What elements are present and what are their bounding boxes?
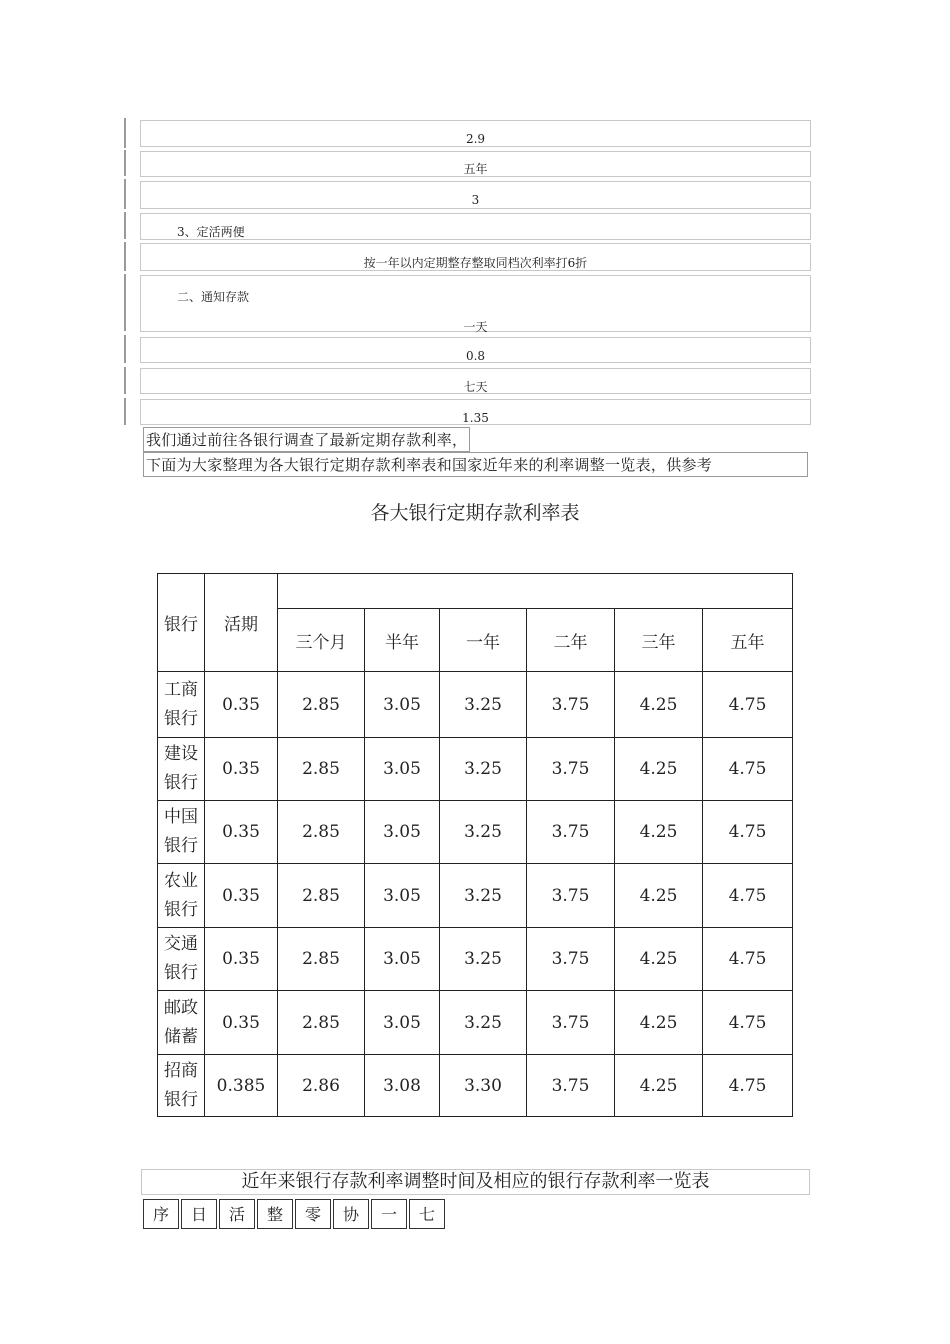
- fixed-rate-cell: 2.85: [278, 672, 365, 738]
- bank-name-cell: [158, 738, 205, 801]
- fixed-rate-cell: 4.25: [615, 738, 703, 801]
- header-current: 活期: [205, 574, 278, 672]
- top-row-value: 2.9: [140, 120, 811, 147]
- header-term: 三个月: [278, 609, 365, 672]
- fixed-rate-cell: 2.85: [278, 991, 365, 1055]
- bank-name-line: 银行: [164, 836, 198, 856]
- top-row-term: 五年: [140, 151, 811, 177]
- header-bank: 银行: [158, 574, 205, 672]
- current-rate-cell: 0.35: [205, 991, 278, 1055]
- fixed-rate-cell: 2.86: [278, 1055, 365, 1117]
- fixed-rate-cell: 4.75: [703, 1055, 793, 1117]
- bank-name-line: 银行: [164, 1089, 198, 1110]
- top-row-term: 七天: [140, 368, 811, 394]
- fixed-rate-cell: 3.05: [365, 801, 440, 864]
- bank-name-cell: [158, 928, 205, 991]
- bank-name-line: 建设: [164, 744, 198, 764]
- section-heading-dinghuo: 3、定活两便: [140, 213, 811, 240]
- fixed-rate-cell: 3.75: [527, 672, 615, 738]
- rates-table-title: 各大银行定期存款利率表: [370, 502, 580, 524]
- bank-name-line: 邮政: [164, 997, 198, 1018]
- table-row: [158, 1055, 793, 1117]
- row-divider: [124, 212, 126, 239]
- fixed-rate-cell: 4.25: [615, 672, 703, 738]
- intro-line-2: 下面为大家整理为各大银行定期存款利率表和国家近年来的利率调整一览表，供参考: [143, 452, 808, 477]
- fixed-rate-cell: 4.25: [615, 801, 703, 864]
- header-term: 五年: [703, 609, 793, 672]
- bank-name-line: 储蓄: [164, 1026, 198, 1047]
- bank-name-cell: [158, 1055, 205, 1117]
- current-rate-cell: 0.35: [205, 672, 278, 738]
- fixed-rate-cell: 3.75: [527, 738, 615, 801]
- table-row: [158, 991, 793, 1055]
- fixed-rate-cell: 3.05: [365, 928, 440, 991]
- bank-name-line: 银行: [164, 708, 198, 729]
- current-rate-cell: 0.35: [205, 801, 278, 864]
- current-rate-cell: 0.35: [205, 928, 278, 991]
- fixed-rate-cell: 2.85: [278, 928, 365, 991]
- header-term: 一年: [440, 609, 527, 672]
- fixed-rate-cell: 2.85: [278, 864, 365, 928]
- fixed-rate-cell: 3.05: [365, 864, 440, 928]
- fixed-rate-cell: 4.75: [703, 738, 793, 801]
- top-row-value: 0.8: [140, 337, 811, 363]
- top-row-value: 3: [140, 181, 811, 209]
- header-term: 二年: [527, 609, 615, 672]
- adjustment-header-cell: 日: [181, 1199, 217, 1229]
- adjustment-table-header: [143, 1199, 447, 1229]
- fixed-rate-cell: 3.75: [527, 801, 615, 864]
- section-heading-notice: 二、通知存款: [177, 290, 250, 304]
- bank-name-line: 银行: [164, 899, 198, 920]
- table-row: [158, 738, 793, 801]
- row-divider: [124, 150, 126, 176]
- row-divider: [124, 118, 126, 148]
- fixed-rate-cell: 2.85: [278, 738, 365, 801]
- intro-line-1: 我们通过前往各银行调查了最新定期存款利率，: [143, 427, 470, 452]
- table-row: [158, 672, 793, 738]
- fixed-rate-cell: 3.08: [365, 1055, 440, 1117]
- fixed-rate-cell: 4.75: [703, 991, 793, 1055]
- row-divider: [124, 398, 126, 425]
- adjustment-header-cell: 零: [295, 1199, 331, 1229]
- fixed-rate-cell: 4.75: [703, 672, 793, 738]
- bank-name-cell: [158, 991, 205, 1055]
- row-divider: [124, 335, 126, 363]
- bank-name-line: 招商: [164, 1060, 198, 1081]
- header-term: 三年: [615, 609, 703, 672]
- fixed-rate-cell: 3.25: [440, 864, 527, 928]
- bank-name-cell: [158, 864, 205, 928]
- bank-name-line: 银行: [164, 773, 198, 793]
- adjustment-header-cell: 序: [143, 1199, 179, 1229]
- fixed-rate-cell: 4.25: [615, 928, 703, 991]
- fixed-rate-cell: 3.05: [365, 672, 440, 738]
- fixed-rate-cell: 3.05: [365, 991, 440, 1055]
- fixed-rate-cell: 2.85: [278, 801, 365, 864]
- bank-name-line: 银行: [164, 963, 198, 983]
- fixed-rate-cell: 3.75: [527, 864, 615, 928]
- fixed-rate-cell: 3.05: [365, 738, 440, 801]
- row-divider: [124, 179, 126, 209]
- fixed-rate-cell: 3.25: [440, 801, 527, 864]
- fixed-rate-cell: 3.75: [527, 928, 615, 991]
- fixed-rate-cell: 3.75: [527, 991, 615, 1055]
- adjustment-header-cell: 整: [257, 1199, 293, 1229]
- fixed-rate-cell: 3.25: [440, 928, 527, 991]
- fixed-rate-cell: 3.30: [440, 1055, 527, 1117]
- dinghuo-rate-note: 按一年以内定期整存整取同档次利率打6折: [140, 243, 811, 271]
- current-rate-cell: 0.35: [205, 738, 278, 801]
- bank-name-line: 农业: [164, 870, 198, 891]
- fixed-rate-cell: 4.25: [615, 864, 703, 928]
- fixed-rate-cell: 3.75: [527, 1055, 615, 1117]
- adjustment-header-cell: 活: [219, 1199, 255, 1229]
- top-row-term: 一天: [463, 320, 488, 334]
- bank-name-line: 中国: [164, 807, 198, 827]
- row-divider: [124, 274, 126, 331]
- bank-name-cell: [158, 801, 205, 864]
- bank-rates-table: [157, 573, 793, 1117]
- adjustment-table-title: 近年来银行存款利率调整时间及相应的银行存款利率一览表: [141, 1169, 810, 1195]
- table-row: [158, 864, 793, 928]
- fixed-rate-cell: 4.75: [703, 864, 793, 928]
- table-header-row: [158, 574, 793, 609]
- current-rate-cell: 0.385: [205, 1055, 278, 1117]
- current-rate-cell: 0.35: [205, 864, 278, 928]
- adjustment-header-cell: 协: [333, 1199, 369, 1229]
- bank-name-line: 交通: [164, 934, 198, 954]
- row-divider: [124, 242, 126, 271]
- notice-deposit-block: [140, 275, 811, 332]
- bank-name-cell: [158, 672, 205, 738]
- fixed-rate-cell: 3.25: [440, 672, 527, 738]
- adjustment-header-cell: 七: [409, 1199, 445, 1229]
- top-row-value: 1.35: [140, 399, 811, 425]
- header-term: 半年: [365, 609, 440, 672]
- fixed-rate-cell: 3.25: [440, 991, 527, 1055]
- fixed-rate-cell: 4.75: [703, 801, 793, 864]
- table-row: [158, 928, 793, 991]
- header-fixed-group: [278, 574, 793, 609]
- row-divider: [124, 367, 126, 394]
- fixed-rate-cell: 3.25: [440, 738, 527, 801]
- fixed-rate-cell: 4.25: [615, 991, 703, 1055]
- fixed-rate-cell: 4.75: [703, 928, 793, 991]
- fixed-rate-cell: 4.25: [615, 1055, 703, 1117]
- adjustment-header-cell: 一: [371, 1199, 407, 1229]
- bank-name-line: 工商: [164, 679, 198, 700]
- table-row: [158, 801, 793, 864]
